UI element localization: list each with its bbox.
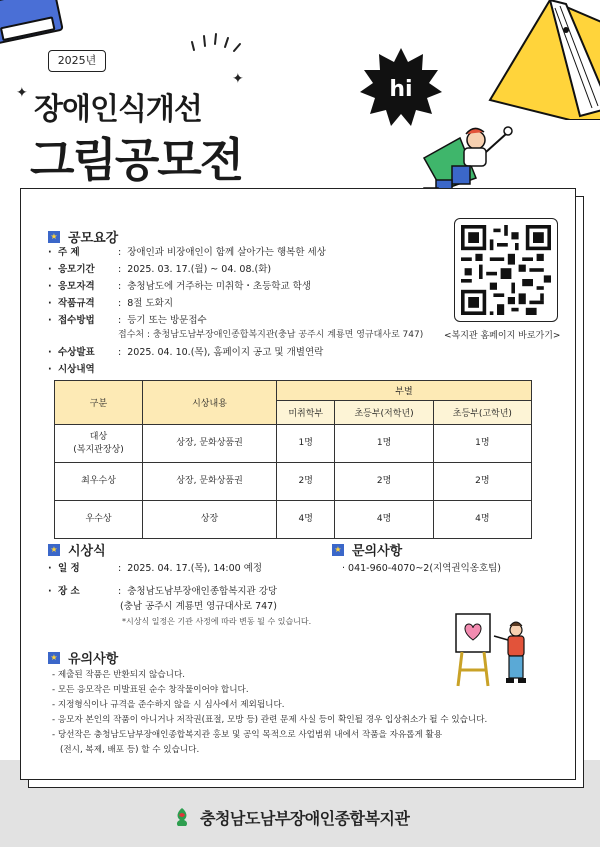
- table-cell-count: 2명: [433, 463, 531, 501]
- caution-item: - 당선작은 충청남도남부장애인종합복지관 홍보 및 공익 목적으로 사업범위 내에서 작품을 자유롭게 활용: [52, 730, 443, 740]
- table-cell-category: 대상 (복지관장상): [55, 425, 143, 463]
- org-logo-icon: [172, 807, 192, 827]
- table-row: [55, 425, 532, 463]
- table-header-content: 시상내용: [143, 381, 277, 425]
- table-header-division-name: 초등부(고학년): [433, 401, 531, 425]
- caution-item: (전시, 복제, 배포 등) 할 수 있습니다.: [60, 745, 200, 755]
- overview-item: · 응모기간 : 2025. 03. 17.(월) ~ 04. 08.(화): [48, 264, 272, 275]
- table-header-division-name: 미취학부: [277, 401, 335, 425]
- qr-pattern: [461, 225, 551, 315]
- star-square-icon: ★: [48, 544, 60, 556]
- table-cell-category: 우수상: [55, 501, 143, 539]
- awards-label: · 시상내역: [48, 364, 95, 375]
- table-header-division-name: 초등부(저학년): [335, 401, 433, 425]
- table-cell-content: 상장: [143, 501, 277, 539]
- hi-badge-text: hi: [389, 77, 413, 102]
- star-square-icon: ★: [48, 652, 60, 664]
- overview-item: · 접수방법 : 등기 또는 방문접수: [48, 315, 207, 326]
- awards-table: [54, 380, 532, 539]
- star-square-icon: ★: [332, 544, 344, 556]
- table-cell-count: 4명: [335, 501, 433, 539]
- ceremony-place-address: (충남 공주시 계룡면 영규대사로 747): [120, 601, 277, 612]
- title-line-1: 장애인식개선: [34, 92, 202, 127]
- table-cell-count: 1명: [277, 425, 335, 463]
- table-header-row: [55, 381, 532, 401]
- title-line-2: 그림공모전: [30, 133, 243, 187]
- section-heading-caution: ★ 유의사항: [48, 648, 118, 667]
- card-bottom: [20, 760, 576, 780]
- section-heading-inquiry: ★ 문의사항: [332, 540, 402, 559]
- book-illustration-left: [0, 0, 64, 45]
- table-cell-content: 상장, 문화상품권: [143, 425, 277, 463]
- sparkle-icon: ✦: [232, 71, 244, 87]
- table-cell-category: 최우수상: [55, 463, 143, 501]
- year-badge: 2025년: [48, 50, 106, 72]
- table-cell-count: 4명: [277, 501, 335, 539]
- table-cell-count: 4명: [433, 501, 531, 539]
- ceremony-date: · 일 정 : 2025. 04. 17.(목), 14:00 예정: [48, 563, 263, 574]
- table-cell-count: 2명: [277, 463, 335, 501]
- overview-item-sub: 접수처 : 충청남도남부장애인종합복지관(충남 공주시 계룡면 영규대사로 747): [118, 330, 424, 340]
- inquiry-phone[interactable]: · 041-960-4070~2(지역권익옹호팀): [342, 563, 502, 574]
- table-cell-count: 1명: [433, 425, 531, 463]
- spark-lines-decoration: [186, 30, 246, 54]
- ceremony-note: *시상식 일정은 기관 사정에 따라 변동 될 수 있습니다.: [122, 617, 312, 626]
- caution-item: - 제출된 작품은 반환되지 않습니다.: [52, 670, 185, 680]
- caution-item: - 응모자 본인의 작품이 아니거나 저작권(표절, 모방 등) 관련 문제 사실 등이 확인될 경우 입상취소가 될 수 있습니다.: [52, 715, 488, 725]
- caution-item: - 지정형식이나 규격을 준수하지 않을 시 심사에서 제외됩니다.: [52, 700, 285, 710]
- overview-item: · 주 제 : 장애인과 비장애인이 함께 살아가는 행복한 세상: [48, 247, 326, 258]
- ceremony-place: · 장 소 : 충청남도남부장애인종합복지관 강당: [48, 586, 278, 597]
- caution-list: [52, 668, 487, 758]
- table-row: [55, 501, 532, 539]
- hi-starburst-badge: [360, 46, 442, 128]
- table-row: [55, 463, 532, 501]
- sparkle-icon: ✦: [16, 85, 28, 101]
- table-header-category: 구분: [55, 381, 143, 425]
- table-cell-count: 2명: [335, 463, 433, 501]
- section-heading-ceremony: ★ 시상식: [48, 540, 106, 559]
- table-cell-content: 상장, 문화상품권: [143, 463, 277, 501]
- star-square-icon: ★: [48, 231, 60, 243]
- caution-item: - 모든 응모작은 미발표된 순수 창작물이어야 합니다.: [52, 685, 249, 695]
- overview-item: · 수상발표 : 2025. 04. 10.(목), 홈페이지 공고 및 개별연락: [48, 347, 324, 358]
- section-heading-overview: ★ 공모요강: [48, 227, 118, 246]
- book-illustration-right: [470, 0, 600, 120]
- overview-list: [48, 246, 448, 376]
- overview-item: · 응모자격 : 충청남도에 거주하는 미취학・초등학교 학생: [48, 281, 311, 292]
- qr-caption[interactable]: <복지관 홈페이지 바로가기>: [444, 331, 561, 341]
- table-header-division: 부별: [277, 381, 532, 401]
- footer-org-name: 충청남도남부장애인종합복지관: [200, 809, 410, 828]
- table-cell-count: 1명: [335, 425, 433, 463]
- overview-item: · 작품규격 : 8절 도화지: [48, 298, 174, 309]
- qr-code[interactable]: [454, 218, 558, 322]
